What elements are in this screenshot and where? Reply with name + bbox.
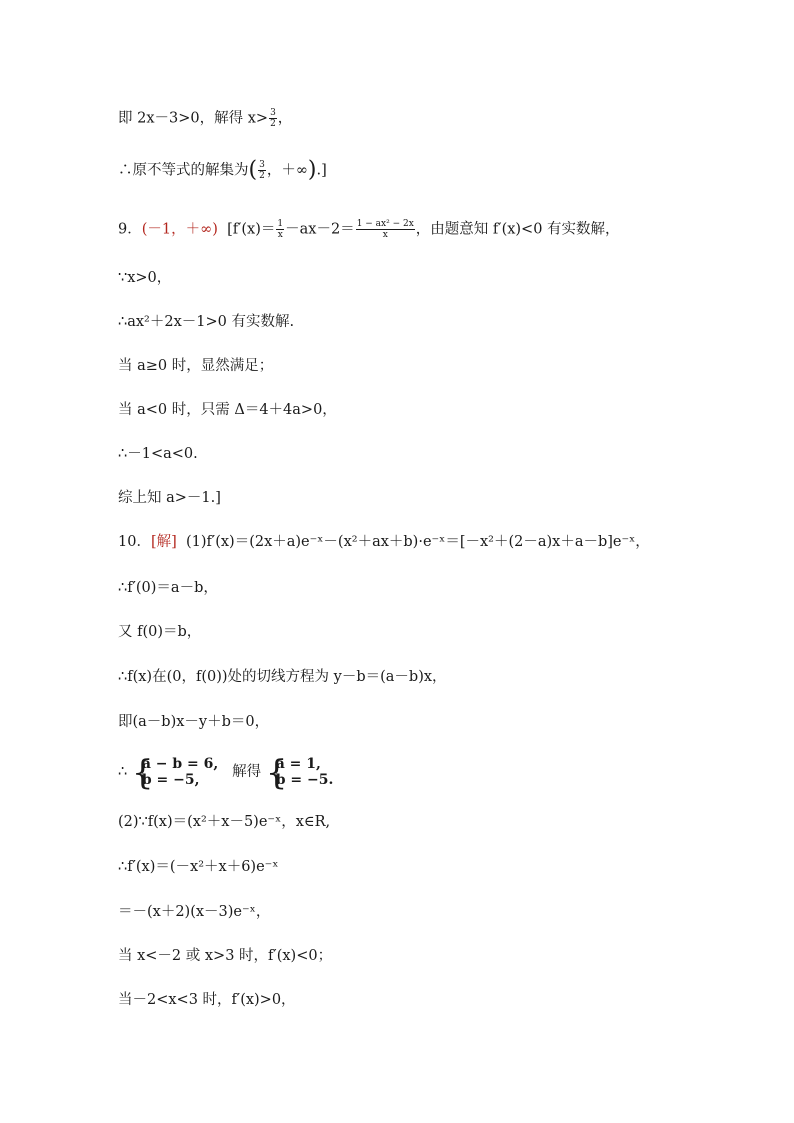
line-x-positive: ∵x>0， <box>118 270 172 286</box>
line-tangent-equation: ∴f(x)在(0，f(0))处的切线方程为 y－b＝(a－b)x， <box>118 669 447 685</box>
line-system-solve <box>118 753 334 793</box>
text-segment: ∴原不等式的解集为 <box>118 162 249 179</box>
line-tangent-standard: 即(a－b)x－y＋b＝0， <box>118 714 270 730</box>
text-segment: .] <box>316 162 327 179</box>
line-solution-set: ∴原不等式的解集为( $\frac{3}{2}$ ，＋∞).] <box>118 157 327 183</box>
line-case-a-neg: 当 a<0 时，只需 Δ＝4＋4a>0， <box>118 402 337 418</box>
text-segment: ∴ <box>118 764 128 780</box>
line-part2-derivative: ∴f′(x)＝(－x²＋x＋6)e⁻ˣ <box>118 859 279 875</box>
equation-system-solution: { a = 1, b = −5. <box>265 753 334 793</box>
line-part2-function: (2)∵f(x)＝(x²＋x－5)e⁻ˣ，x∈R, <box>118 814 331 830</box>
line-case-a-nonneg: 当 a≥0 时，显然满足； <box>118 358 274 374</box>
line-conclusion: 综上知 a>－1.] <box>118 490 221 506</box>
line-inequality-solve <box>118 108 292 129</box>
line-f-0: 又 f(0)＝b， <box>118 624 202 640</box>
fraction: $\frac{\text{1 − ax² − 2x}}{x}$ <box>356 219 414 240</box>
line-part2-increasing: 当－2<x<3 时，f′(x)>0， <box>118 992 296 1008</box>
text-segment: 即 2x－3>0，解得 x> <box>118 110 269 127</box>
line-part2-decreasing: 当 x<－2 或 x>3 时，f′(x)<0； <box>118 948 333 964</box>
fraction: $\frac{3}{2}$ <box>270 108 276 129</box>
fraction: $\frac{3}{2}$ <box>259 160 265 181</box>
text-segment: ，＋∞ <box>266 162 308 179</box>
text-segment: 解得 <box>232 764 262 780</box>
question-number: 10． <box>118 534 151 550</box>
text-segment: [f′(x)＝ <box>227 221 276 238</box>
answer-red: (－1，＋∞) <box>141 221 218 238</box>
text-segment: ， <box>277 110 293 127</box>
question-9-line <box>118 219 620 240</box>
question-number: 9． <box>118 221 142 238</box>
line-part2-factored: ＝－(x＋2)(x－3)e⁻ˣ， <box>118 904 271 920</box>
solution-tag-red: [解] <box>150 534 177 550</box>
equation-system: { a − b = 6, b = −5, <box>131 753 219 793</box>
line-a-range: ∴－1<a<0. <box>118 446 198 462</box>
text-segment: ，由题意知 f′(x)<0 有实数解， <box>415 221 620 238</box>
line-fprime-0: ∴f′(0)＝a－b， <box>118 580 218 596</box>
fraction: $\frac{1}{x}$ <box>277 219 284 240</box>
question-10-line <box>118 532 650 552</box>
text-segment: (1)f′(x)＝(2x＋a)e⁻ˣ－(x²＋ax＋b)·e⁻ˣ＝[－x²＋(2－a)x＋a－b]e⁻ˣ， <box>186 534 650 550</box>
line-real-solution: ∴ax²＋2x－1>0 有实数解. <box>118 314 295 330</box>
text-segment: －ax－2＝ <box>285 221 355 238</box>
